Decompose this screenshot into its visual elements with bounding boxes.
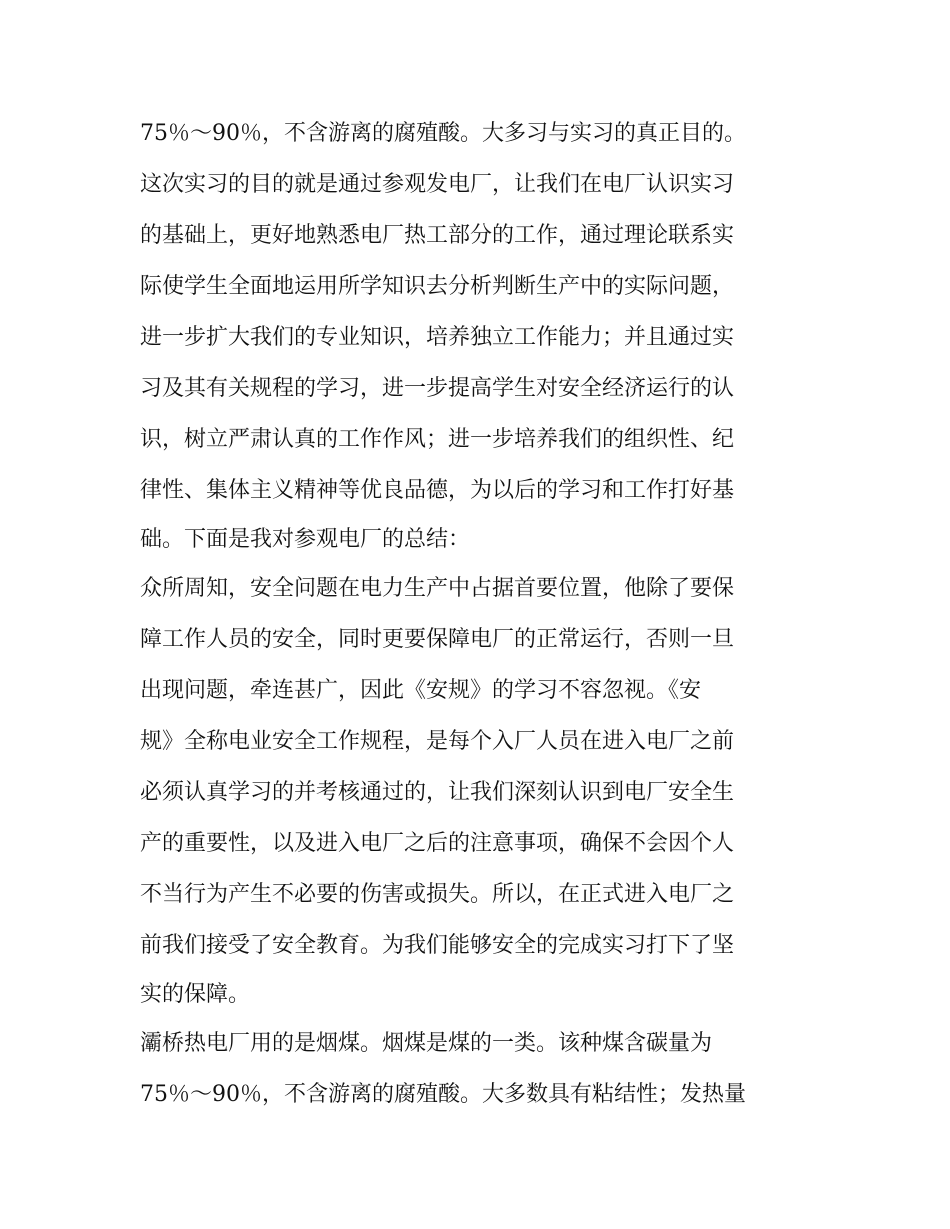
- paragraph-internship-purpose: [140, 108, 820, 563]
- text-line: 不当行为产生不必要的伤害或损失。所以，在正式进入电厂之: [140, 882, 735, 907]
- text-line: 的基础上，更好地熟悉电厂热工部分的工作，通过理论联系实: [140, 223, 735, 248]
- text-line: 前我们接受了安全教育。为我们能够安全的完成实习打下了坚: [140, 933, 735, 958]
- text-line: 识，树立严肃认真的工作作风；进一步培养我们的组织性、纪: [140, 427, 735, 452]
- text-line: 规》全称电业安全工作规程，是每个入厂人员在进入电厂之前: [140, 729, 735, 754]
- text-line: 础。下面是我对参观电厂的总结：: [140, 527, 471, 552]
- document-body: [140, 108, 820, 1120]
- text-line: 习及其有关规程的学习，进一步提高学生对安全经济运行的认: [140, 376, 735, 401]
- text-line: 灞桥热电厂用的是烟煤。烟煤是煤的一类。该种煤含碳量为: [140, 1031, 713, 1056]
- paragraph-coal-type: [140, 1018, 820, 1120]
- text-line: 75％～90％，不含游离的腐殖酸。大多数具有粘结性；发热量: [140, 1082, 746, 1107]
- text-line: 产的重要性，以及进入电厂之后的注意事项，确保不会因个人: [140, 831, 735, 856]
- text-line: 众所周知，安全问题在电力生产中占据首要位置，他除了要保: [140, 576, 735, 601]
- text-line: 出现问题，牵连甚广，因此《安规》的学习不容忽视。《安: [140, 678, 702, 703]
- text-line: 进一步扩大我们的专业知识，培养独立工作能力；并且通过实: [140, 325, 735, 350]
- text-line: 际使学生全面地运用所学知识去分析判断生产中的实际问题，: [140, 274, 735, 299]
- text-line: 障工作人员的安全，同时更要保障电厂的正常运行，否则一旦: [140, 627, 735, 652]
- paragraph-safety-rules: [140, 563, 820, 1018]
- text-line: 这次实习的目的就是通过参观发电厂，让我们在电厂认识实习: [140, 172, 735, 197]
- text-line: 实的保障。: [140, 982, 251, 1007]
- text-line: 律性、集体主义精神等优良品德，为以后的学习和工作打好基: [140, 478, 735, 503]
- text-line: 75％～90％，不含游离的腐殖酸。大多习与实习的真正目的。: [140, 121, 746, 146]
- text-line: 必须认真学习的并考核通过的，让我们深刻认识到电厂安全生: [140, 780, 735, 805]
